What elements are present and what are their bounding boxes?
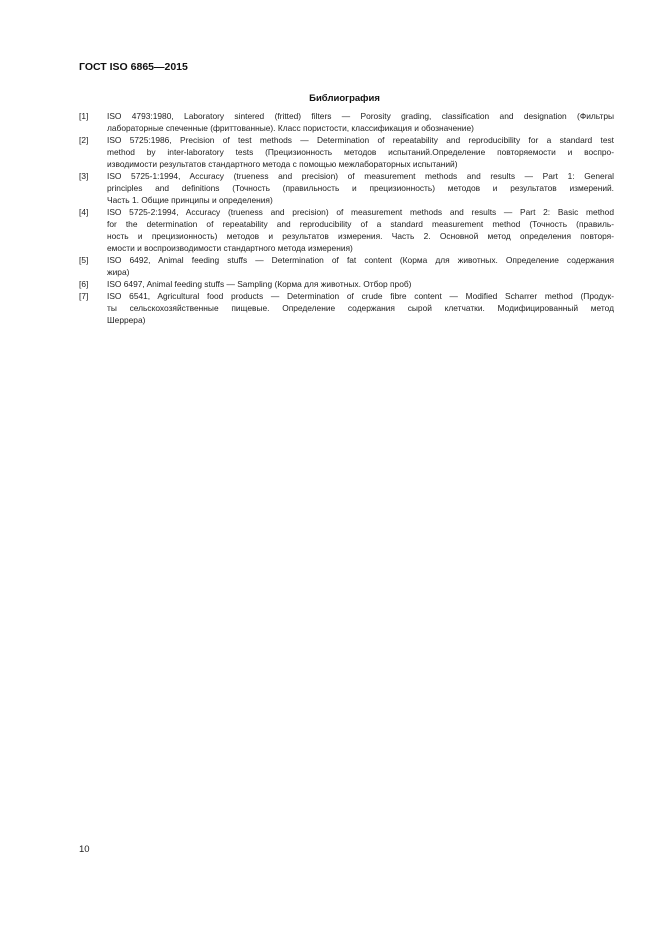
entry-number: [4] (79, 207, 89, 217)
entry-number: [1] (79, 111, 89, 121)
bibliography-entry (79, 206, 614, 254)
entry-text-line: изводимости результатов стандартного метода с помощью межлабораторных испытаний) (107, 159, 458, 169)
entry-text-line: ISO 5725-2:1994, Accuracy (trueness and precision) of measurement methods and results — Part 2: Basic method (107, 207, 614, 217)
bibliography-entry (79, 278, 614, 290)
entry-text-line: ISO 5725:1986, Precision of test methods — Determination of repeatability and reproducibility for a standard test (107, 135, 614, 145)
section-title: Библиография (309, 93, 380, 104)
entry-text-line: лабораторные спеченные (фриттованные). Класс пористости, классификация и обозначение) (107, 123, 474, 133)
entry-number: [5] (79, 255, 89, 265)
entry-text-line: жира) (107, 267, 130, 277)
entry-text-line: ты сельскохозяйственные пищевые. Определение содержания сырой клетчатки. Модифицированный метод (107, 303, 614, 313)
entry-text-line: method by inter-laboratory tests (Прецизионность методов испытаний.Определение повторяемости и воспро- (107, 147, 614, 157)
entry-text-line: ISO 6492, Animal feeding stuffs — Determination of fat content (Корма для животных. Определение содержания (107, 255, 614, 265)
bibliography-entry (79, 254, 614, 278)
entry-text-line: ность и прецизионность) методов и результатов измерения. Часть 2. Основной метод определения повторя- (107, 231, 614, 241)
entry-text-line: Часть 1. Общие принципы и определения) (107, 195, 273, 205)
entry-text-line: ISO 4793:1980, Laboratory sintered (fritted) filters — Porosity grading, classification and designation (Фильтры (107, 111, 614, 121)
entry-number: [3] (79, 171, 89, 181)
entry-text-line: ISO 5725-1:1994, Accuracy (trueness and precision) of measurement methods and results — Part 1: General (107, 171, 614, 181)
entry-text-line: ISO 6497, Animal feeding stuffs — Sampling (Корма для животных. Отбор проб) (107, 279, 412, 289)
entry-text-line: Шеррера) (107, 315, 146, 325)
entry-text-line: ISO 6541, Agricultural food products — Determination of crude fibre content — Modified Scharrer method (Продук- (107, 291, 614, 301)
entry-text-line: емости и воспроизводимости стандартного метода измерения) (107, 243, 353, 253)
entry-number: [2] (79, 135, 89, 145)
entry-number: [6] (79, 279, 89, 289)
page-number: 10 (79, 844, 90, 855)
entry-text-line: principles and definitions (Точность (правильность и прецизионность) методов и результатов измерений. (107, 183, 614, 193)
bibliography-list (79, 110, 614, 326)
bibliography-entry (79, 134, 614, 170)
bibliography-entry (79, 290, 614, 326)
bibliography-entry (79, 170, 614, 206)
entry-number: [7] (79, 291, 89, 301)
document-header: ГОСТ ISO 6865—2015 (79, 61, 188, 73)
bibliography-entry (79, 110, 614, 134)
entry-text-line: for the determination of repeatability and reproducibility of a standard measurement method (Точность (правиль- (107, 219, 614, 229)
